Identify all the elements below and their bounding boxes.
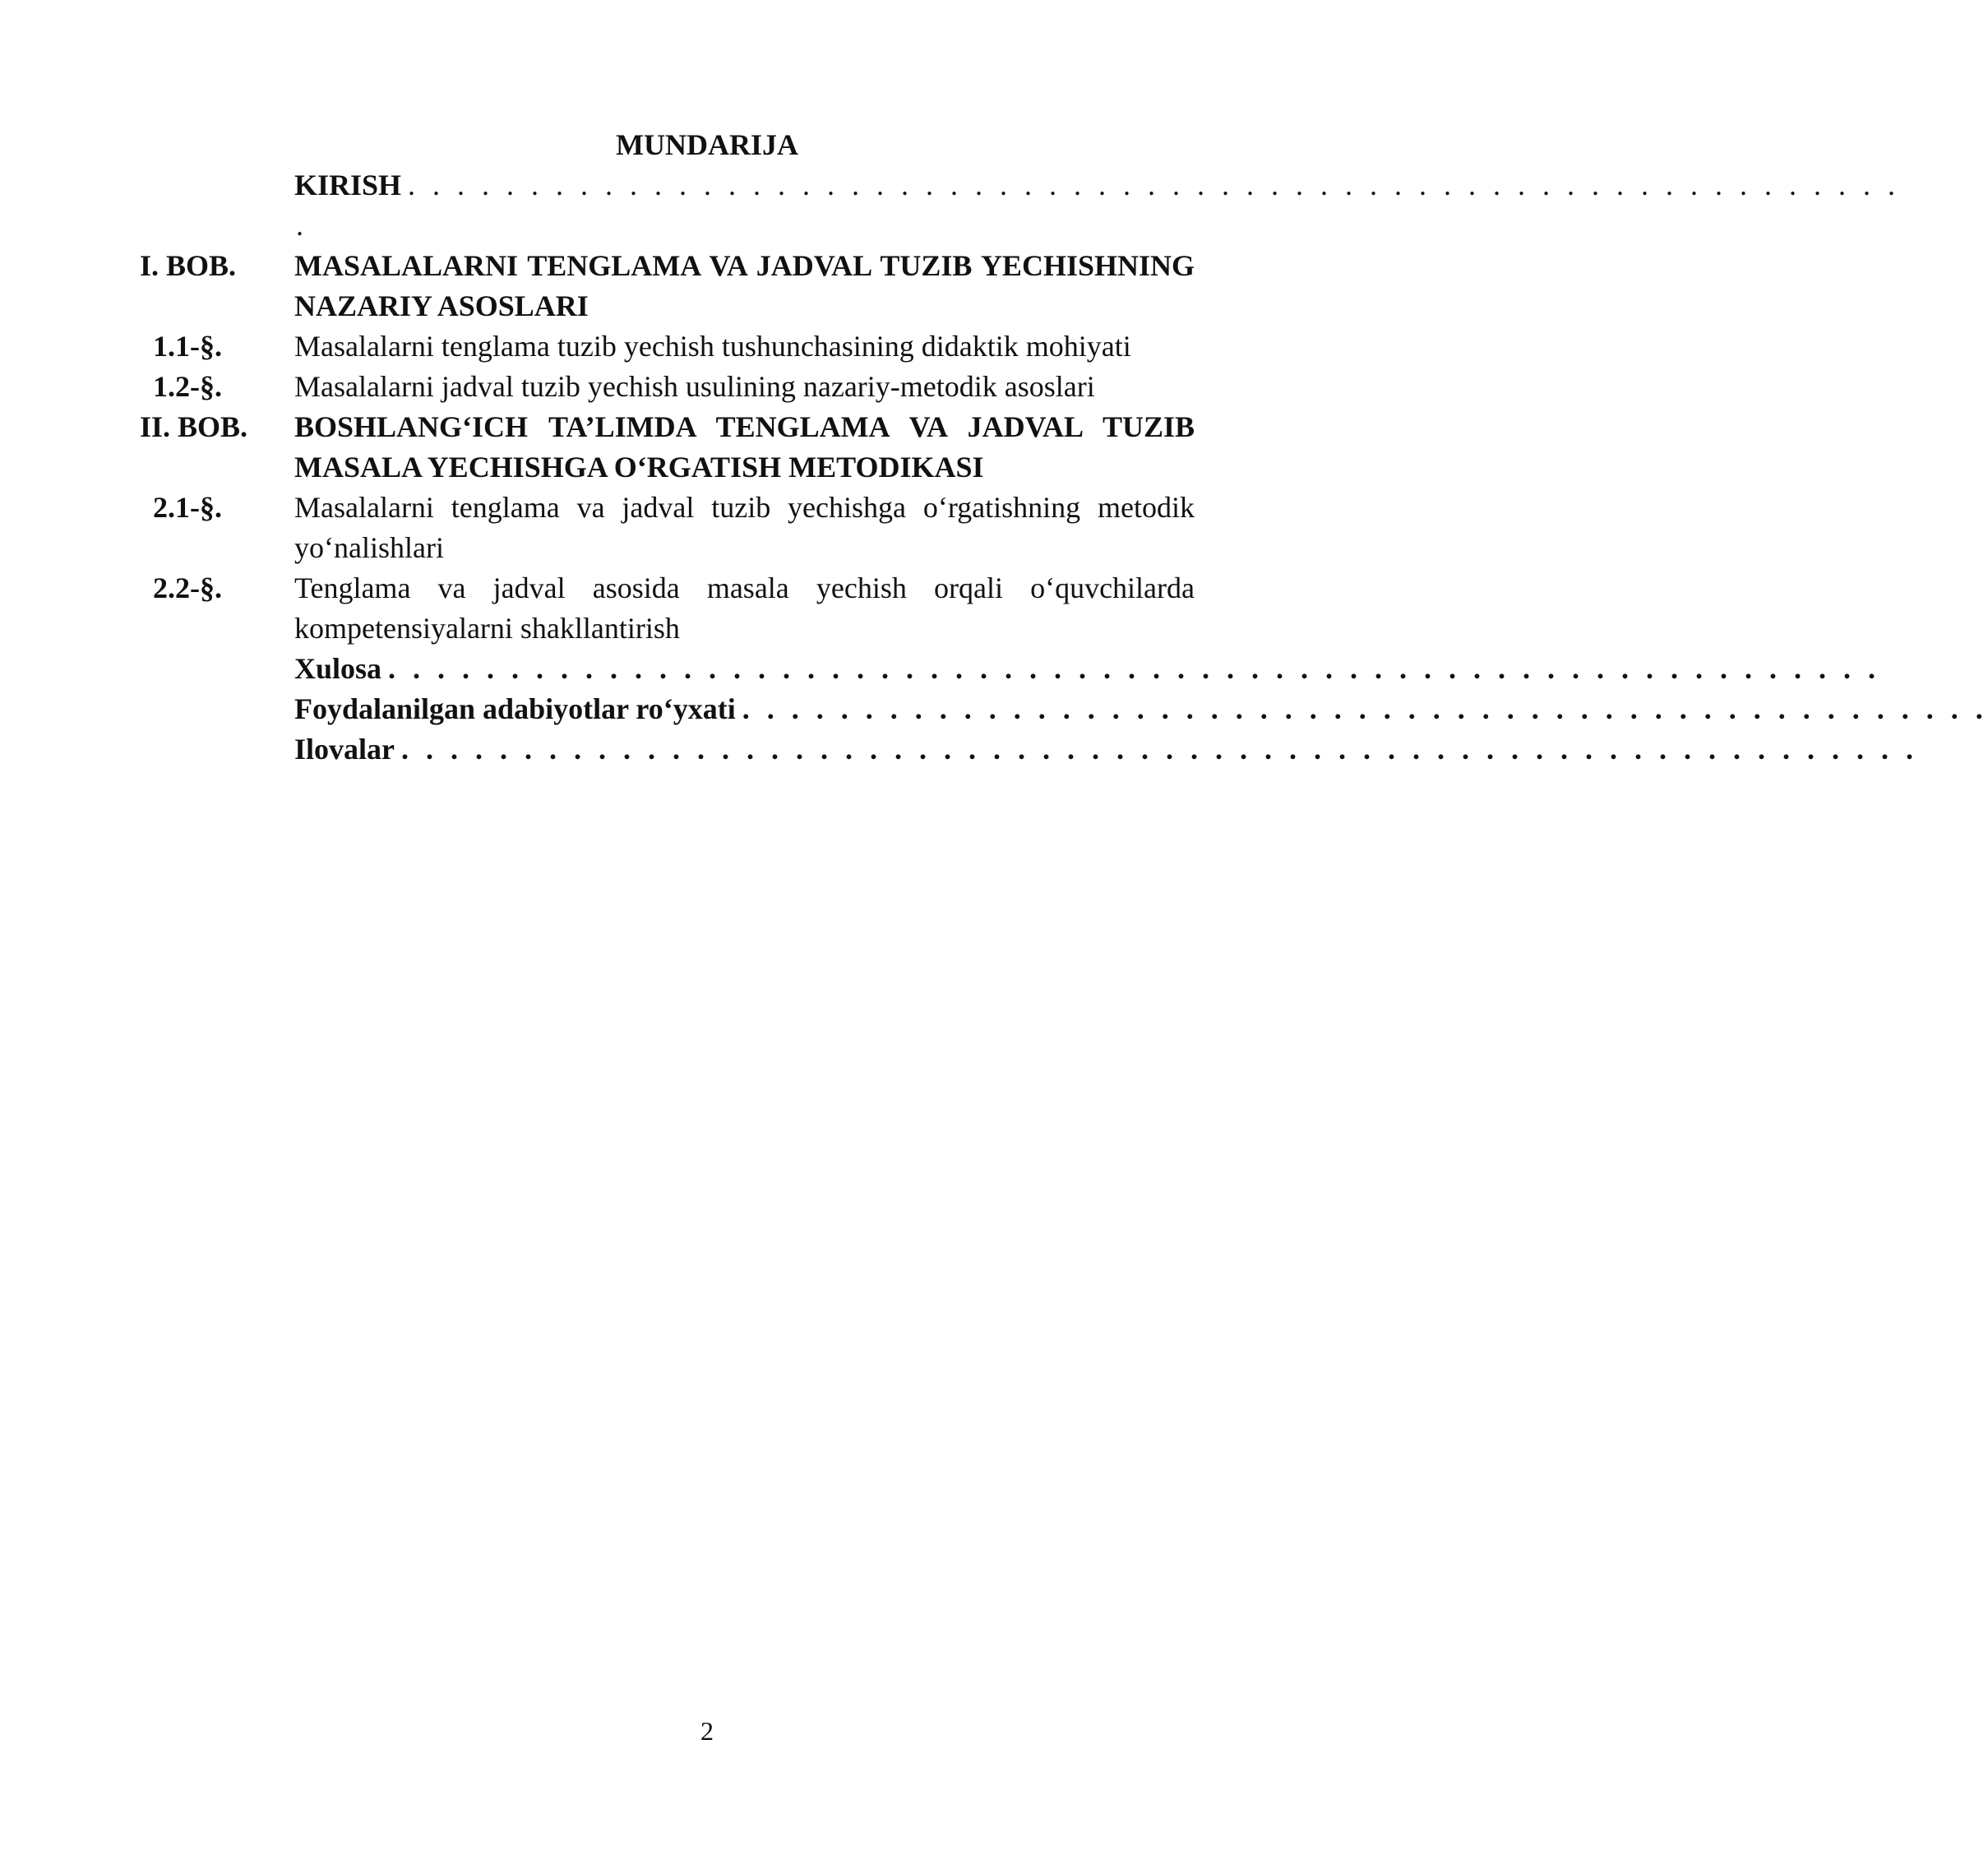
toc-leader-dots: . . . . . . . . . . . . . . . . . . . . . . . . . . . . . . . . . . . . . . . . . . . . . . . . . . . . . . . . . . . . . — [408, 169, 1901, 201]
toc-entry-conclusion — [140, 649, 1881, 689]
chapter-title: BOSHLANG‘ICH TA’LIMDA TENGLAMA VA JADVAL TUZIB MASALA YECHISHGA O‘RGATISH METODIKASI — [294, 410, 1195, 484]
toc-entry-body — [294, 165, 1901, 246]
toc-leader-dots: . . . . . . . . . . . . . . . . . . . . . . . . . . . . . . . . . . . . . . . . . . . . . . . . . . . . . . . . . . . . . . — [401, 733, 1918, 766]
section-number: 2.2-§. — [153, 571, 222, 604]
toc-leader-continuation: . — [296, 209, 303, 242]
section-title: Masalalarni tenglama tuzib yechish tushunchasining didaktik mohiyati — [294, 330, 1131, 363]
page-number: 2 — [700, 1716, 714, 1746]
section-title: Tenglama va jadval asosida masala yechish orqali o‘quvchilarda kompetensiyalarni shakllantirish — [294, 571, 1195, 645]
toc-entry-label: Xulosa — [294, 652, 382, 685]
toc-section — [140, 568, 1195, 649]
toc-leader-dots: . . . . . . . . . . . . . . . . . . . . . . . . . . . . . . . . . . . . . . . . . . . . . . . . . . . . . . . . . . . . . — [388, 652, 1881, 685]
toc-chapter — [140, 246, 1195, 326]
toc-chapter — [140, 407, 1195, 488]
toc-entry-body — [294, 649, 1881, 689]
toc-section — [140, 367, 1195, 407]
section-number: 1.2-§. — [153, 370, 222, 403]
table-of-contents — [140, 165, 1988, 770]
toc-entry-intro — [140, 165, 1901, 246]
section-title: Masalalarni jadval tuzib yechish usulining nazariy-metodik asoslari — [294, 370, 1095, 403]
toc-entry-appendices — [140, 729, 1918, 770]
toc-section — [140, 488, 1195, 568]
section-title: Masalalarni tenglama va jadval tuzib yechishga o‘rgatishning metodik yo‘nalishlari — [294, 491, 1195, 564]
section-number: 2.1-§. — [153, 491, 222, 524]
section-number: 1.1-§. — [153, 330, 222, 363]
toc-entry-references — [140, 689, 1988, 729]
toc-entry-body — [294, 729, 1918, 770]
chapter-number: I. BOB. — [140, 249, 237, 282]
toc-entry-label: Foydalanilgan adabiyotlar ro‘yxati — [294, 692, 736, 725]
chapter-number: II. BOB. — [140, 410, 248, 443]
toc-entry-label: KIRISH — [294, 169, 402, 201]
toc-section — [140, 326, 1195, 367]
toc-leader-line — [294, 165, 1901, 206]
chapter-title: MASALALARNI TENGLAMA VA JADVAL TUZIB YECHISHNING NAZARIY ASOSLARI — [294, 249, 1195, 322]
toc-leader-line — [294, 689, 1988, 729]
toc-leader-line — [294, 729, 1918, 770]
page-title: MUNDARIJA — [616, 128, 798, 161]
toc-leader-line — [294, 649, 1881, 689]
toc-leader-dots: . . . . . . . . . . . . . . . . . . . . . . . . . . . . . . . . . . . . . . . . . . . . . . . . . . . — [742, 692, 1988, 725]
toc-entry-label: Ilovalar — [294, 733, 395, 766]
toc-entry-body — [294, 689, 1988, 729]
